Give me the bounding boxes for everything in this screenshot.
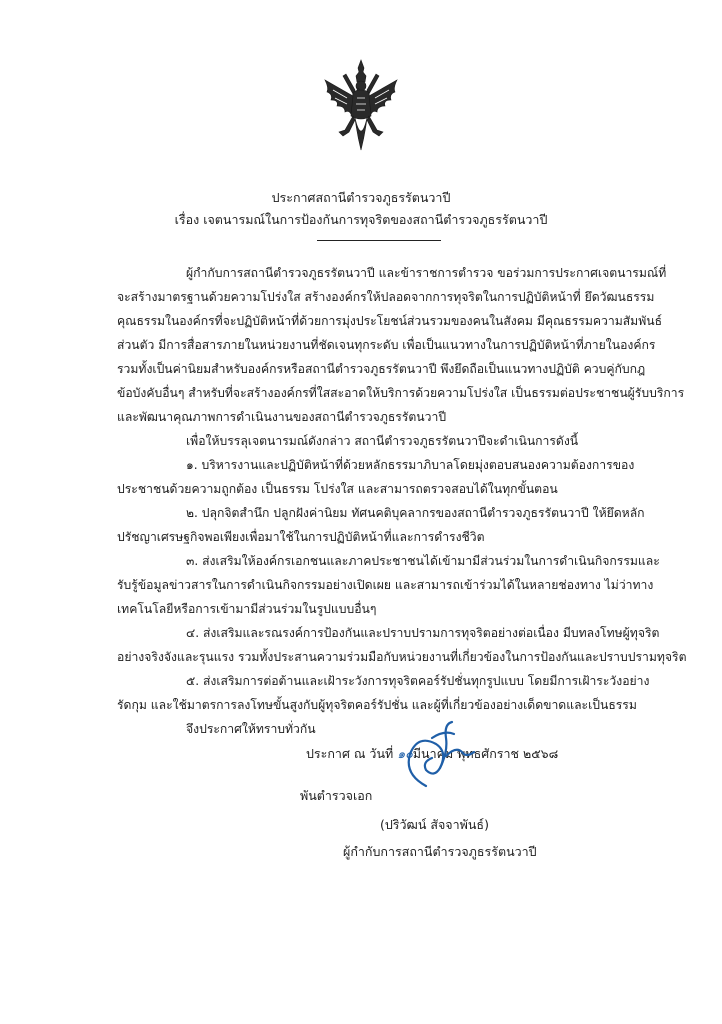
intro-line: เพื่อให้บรรลุเจตนารมณ์ดังกล่าว สถานีตำรวจภูธรรัตนวาปีจะดำเนินการดังนี้	[186, 434, 579, 448]
handwritten-signature	[396, 716, 486, 796]
paragraph-line: คุณธรรมในองค์กรที่จะปฏิบัติหน้าที่ด้วยการมุ่งประโยชน์ส่วนรวมของคนในสังคม มีคุณธรรมความสัมพันธ์	[117, 314, 663, 328]
list-item: ๕. ส่งเสริมการต่อต้านและเฝ้าระวังการทุจริตคอร์รัปชั่นทุกรูปแบบ โดยมีการเฝ้าระวังอย่าง	[186, 674, 650, 688]
list-item-continuation: ประชาชนด้วยความถูกต้อง เป็นธรรม โปร่งใส และสามารถตรวจสอบได้ในทุกขั้นตอน	[117, 482, 558, 496]
list-item: ๑. บริหารงานและปฏิบัติหน้าที่ด้วยหลักธรรมาภิบาลโดยมุ่งตอบสนองความต้องการของ	[186, 458, 635, 472]
paragraph-line: จะสร้างมาตรฐานด้วยความโปร่งใส สร้างองค์กรให้ปลอดจากการทุจริตในการปฏิบัติหน้าที่ ยึดวัฒนธรรม	[117, 290, 655, 304]
list-item: ๒. ปลุกจิตสำนึก ปลูกฝังค่านิยม ทัศนคติบุคลากรของสถานีตำรวจภูธรรัตนวาปี ให้ยึดหลัก	[186, 506, 645, 520]
paragraph-line: ส่วนตัว มีการสื่อสารภายในหน่วยงานที่ชัดเจนทุกระดับ เพื่อเป็นแนวทางในการปฏิบัติหน้าที่ภายในองค์กร	[117, 338, 656, 352]
list-item-continuation: เทคโนโลยีหรือการเข้ามามีส่วนร่วมในรูปแบบอื่นๆ	[117, 602, 377, 616]
paragraph-line: ข้อบังคับอื่นๆ สำหรับที่จะสร้างองค์กรที่ใสสะอาดให้บริการด้วยความโปร่งใส เป็นธรรมต่อประชาชนผู้รับบริการ	[117, 386, 685, 400]
garuda-emblem-icon	[319, 58, 403, 154]
date-day: ๑๐	[397, 746, 413, 761]
title-divider	[317, 240, 441, 241]
list-item: ๔. ส่งเสริมและรณรงค์การป้องกันและปราบปรามการทุจริตอย่างต่อเนื่อง มีบทลงโทษผู้ทุจริต	[186, 626, 660, 640]
closing-line: จึงประกาศให้ทราบทั่วกัน	[186, 722, 316, 736]
list-item: ๓. ส่งเสริมให้องค์กรเอกชนและภาคประชาชนได้เข้ามามีส่วนร่วมในการดำเนินกิจกรรมและ	[186, 554, 660, 568]
paragraph-line: รวมทั้งเป็นค่านิยมสำหรับองค์กรหรือสถานีตำรวจภูธรรัตนวาปี พึงยึดถือเป็นแนวทางปฏิบัติ ควบคู่กับกฎ	[117, 362, 646, 376]
signatory-rank: พันตำรวจเอก	[300, 788, 373, 803]
paragraph-line: ผู้กำกับการสถานีตำรวจภูธรรัตนวาปี และข้าราชการตำรวจ ขอร่วมการประกาศเจตนารมณ์ที่	[186, 266, 667, 280]
announcement-title: ประกาศสถานีตำรวจภูธรรัตนวาปี	[271, 190, 451, 205]
date-suffix: มีนาคม พุทธศักราช ๒๕๖๘	[412, 746, 559, 761]
list-item-continuation: รัดกุม และใช้มาตรการลงโทษขั้นสูงกับผู้ทุจริตคอร์รัปชั่น และผู้ที่เกี่ยวข้องอย่างเด็ดขาดและเป็นธรรม	[117, 698, 637, 712]
announcement-subject: เรื่อง เจตนารมณ์ในการป้องกันการทุจริตของสถานีตำรวจภูธรรัตนวาปี	[174, 212, 548, 227]
list-item-continuation: ปรัชญาเศรษฐกิจพอเพียงเพื่อมาใช้ในการปฏิบัติหน้าที่และการดำรงชีวิต	[117, 530, 485, 544]
date-prefix: ประกาศ ณ วันที่	[306, 746, 394, 761]
signatory-position: ผู้กำกับการสถานีตำรวจภูธรรัตนวาปี	[343, 844, 537, 859]
paragraph-line: และพัฒนาคุณภาพการดำเนินงานของสถานีตำรวจภูธรรัตนวาปี	[117, 410, 447, 424]
list-item-continuation: รับรู้ข้อมูลข่าวสารในการดำเนินกิจกรรมอย่างเปิดเผย และสามารถเข้าร่วมได้ในหลายช่องทาง ไม่ว่าทาง	[117, 578, 654, 592]
signatory-name: (ปริวัฒน์ สัจจาพันธ์)	[380, 817, 489, 832]
list-item-continuation: อย่างจริงจังและรุนแรง รวมทั้งประสานความร่วมมือกับหน่วยงานที่เกี่ยวข้องในการป้องกันและปราบปรามทุจริต	[117, 650, 687, 664]
